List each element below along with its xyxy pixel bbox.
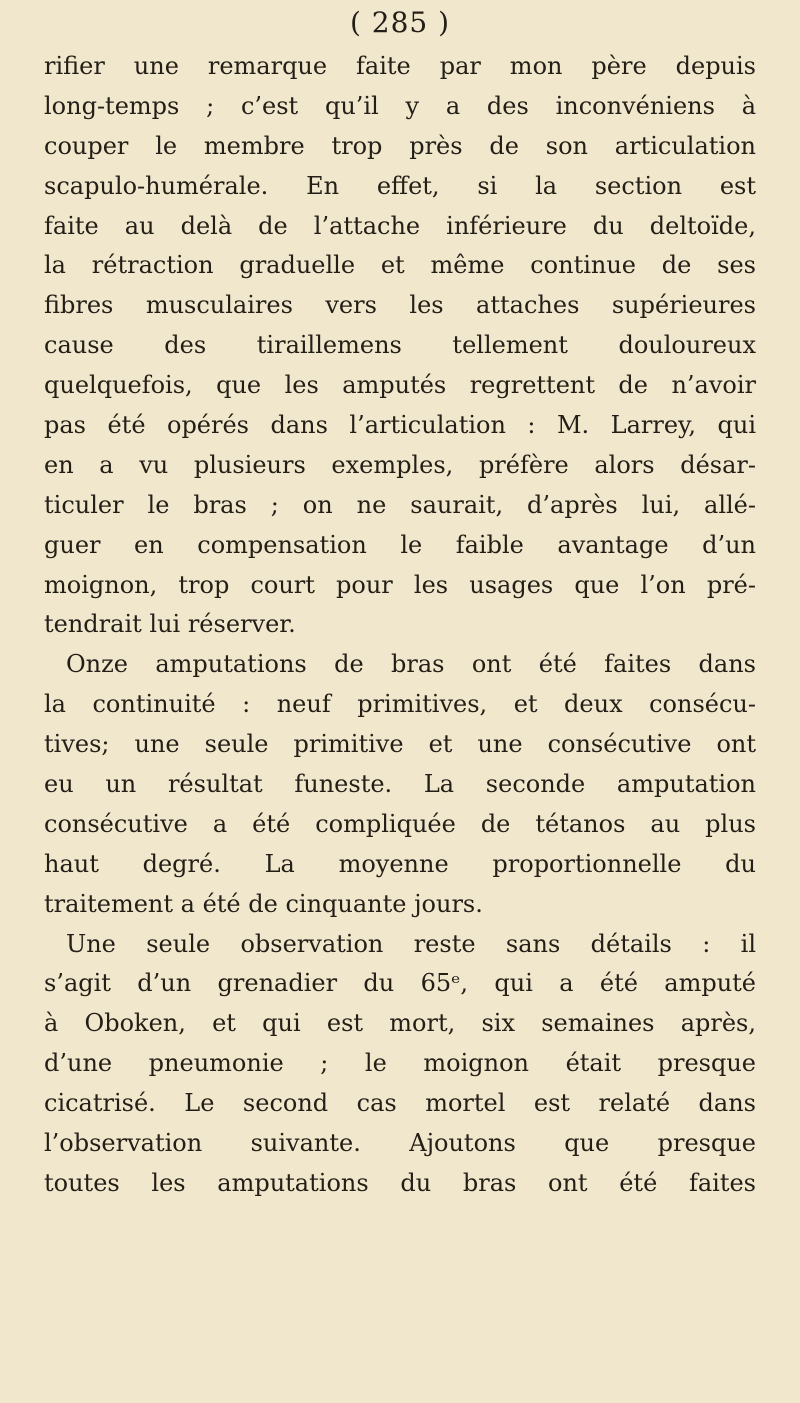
text-line: cause des tiraillemens tellement douloureux [44,331,756,360]
text-line: consécutive a été compliquée de tétanos au plus [44,809,756,838]
text-line: faite au delà de l’attache inférieure du deltoïde, [44,211,756,240]
text-line: long-temps ; c’est qu’il y a des inconvéniens à [44,91,756,120]
body-text [44,47,756,1204]
text-line: la rétraction graduelle et même continue de ses [44,251,756,280]
text-line: traitement a été de cinquante jours. [44,889,483,918]
text-line: fibres musculaires vers les attaches supérieures [44,291,756,320]
page-number: ( 285 ) [349,6,451,39]
text-line: toutes les amputations du bras ont été faites [44,1168,756,1197]
text-line: Une seule observation reste sans détails : il [66,929,756,958]
text-line: cicatrisé. Le second cas mortel est relaté dans [44,1089,756,1118]
text-line: en a vu plusieurs exemples, préfère alors désar- [44,450,756,479]
text-line: guer en compensation le faible avantage d’un [44,530,756,559]
text-line: rifier une remarque faite par mon père depuis [44,52,756,80]
text-line: Onze amputations de bras ont été faites dans [66,650,756,679]
text-line: ticuler le bras ; on ne saurait, d’après lui, allé- [44,490,756,519]
text-line: à Oboken, et qui est mort, six semaines après, [44,1009,756,1038]
text-line: pas été opérés dans l’articulation : M. Larrey, qui [44,411,756,440]
text-line: scapulo-humérale. En effet, si la section est [44,171,756,200]
text-line: tives; une seule primitive et une consécutive ont [44,730,756,759]
text-line: tendrait lui réserver. [44,610,296,639]
text-line: s’agit d’un grenadier du 65ᵉ, qui a été amputé [44,969,756,998]
text-line: quelquefois, que les amputés regrettent de n’avoir [44,371,756,400]
text-line: eu un résultat funeste. La seconde amputation [44,770,756,799]
text-line: couper le membre trop près de son articulation [44,131,756,160]
text-line: d’une pneumonie ; le moignon était presque [44,1049,756,1078]
text-line: l’observation suivante. Ajoutons que presque [44,1129,756,1158]
text-line: haut degré. La moyenne proportionnelle du [44,849,756,878]
text-line: moignon, trop court pour les usages que l’on pré- [44,570,756,599]
text-line: la continuité : neuf primitives, et deux consécu- [44,690,756,719]
